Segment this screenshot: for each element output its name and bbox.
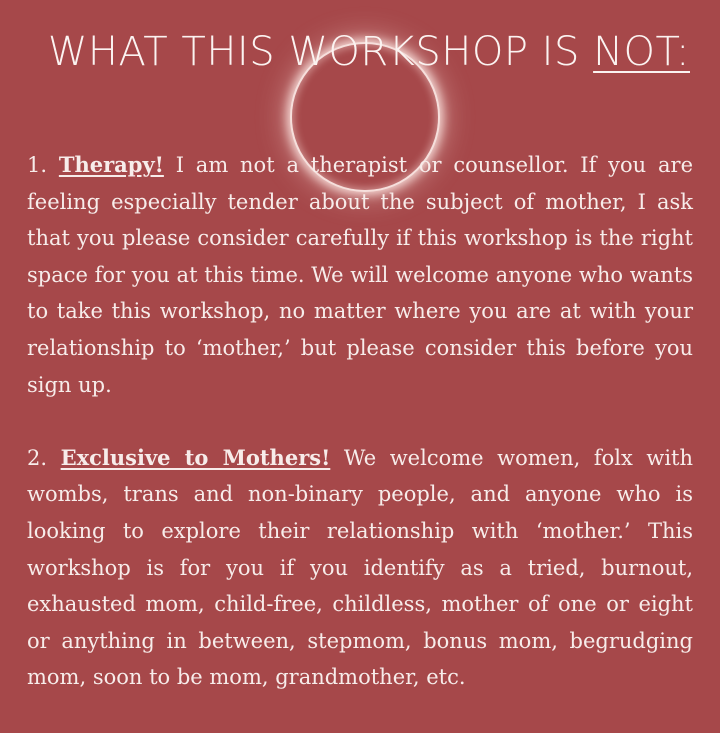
content-body [27, 147, 693, 733]
page-title [0, 28, 690, 76]
item-text: I am not a therapist or counsellor. If you are feeling especially tender about the subject of mother, I ask that you please consider carefully if this workshop is the right space for you at this time. We will welcome anyone who wants to take this workshop, no matter where you are at with your relationship to ‘mother,’ but please consider this before you sign up. [27, 153, 693, 397]
list-item [27, 440, 693, 696]
item-text: We welcome women, folx with wombs, trans and non-binary people, and anyone who is looking to explore their relationship with ‘mother.’ This workshop is for you if you identify as a tried, burnout, exhausted mom, child-free, childless, mother of one or eight or anything in between, stepmom, bonus mom, begrudging mom, soon to be mom, grandmother, etc. [27, 445, 694, 690]
item-lead: Exclusive to Mothers! [60, 444, 331, 470]
item-lead: Therapy! [58, 152, 164, 177]
title-emphasis: NOT: [593, 29, 690, 75]
list-item [27, 147, 693, 403]
item-number: 2. [27, 445, 48, 470]
title-text: WHAT THIS WORKSHOP IS [47, 29, 580, 75]
item-number: 1. [27, 153, 48, 177]
